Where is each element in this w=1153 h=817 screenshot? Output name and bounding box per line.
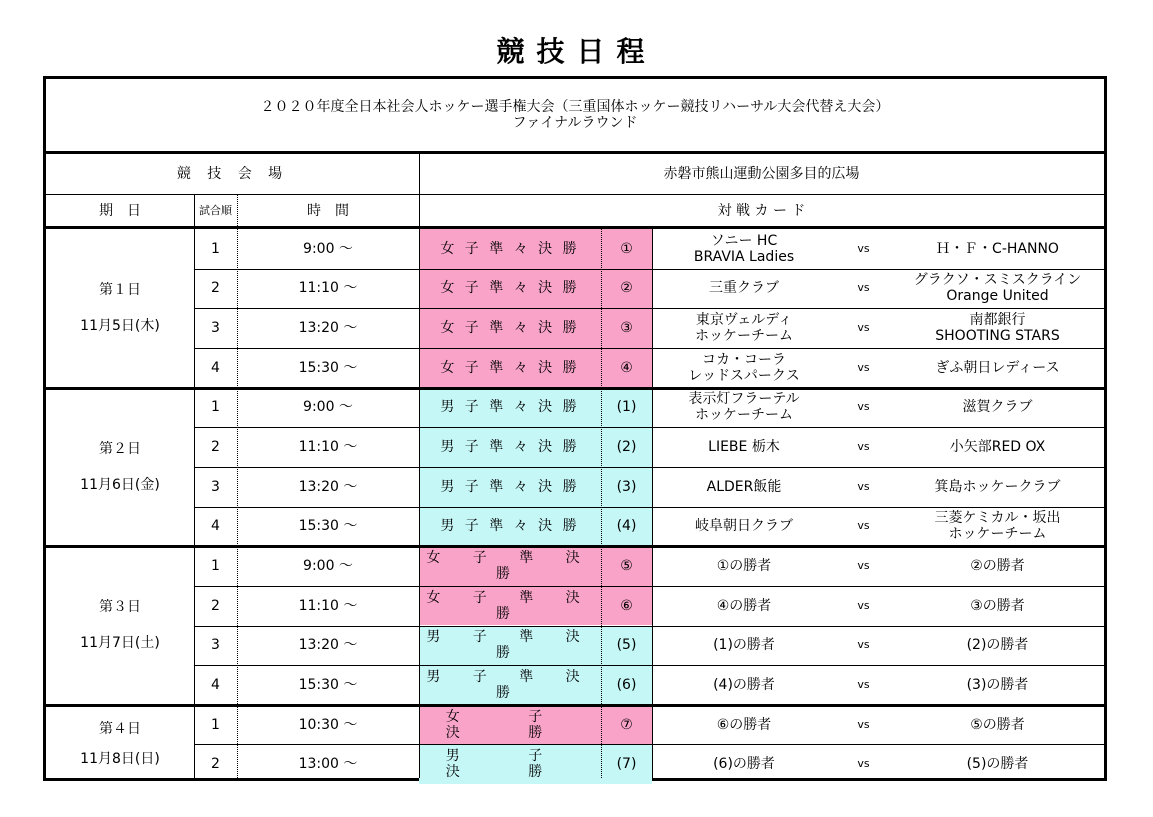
vs-label: vs (857, 400, 870, 414)
match-number: (5) (616, 637, 637, 654)
team-name: レッドスパークス (688, 367, 800, 384)
team-1 (652, 269, 836, 309)
team-2 (891, 308, 1104, 348)
match-number: (4) (616, 518, 637, 535)
team-1 (652, 744, 836, 784)
match-order: 2 (211, 280, 220, 297)
match-time: 9:00 〜 (303, 399, 353, 416)
header-day: 期 日 (99, 202, 141, 219)
team-1 (652, 229, 836, 269)
team-name: ホッケーチーム (695, 328, 793, 345)
match-number: (6) (616, 676, 637, 693)
match-round: 男 子 準 々 決 勝 (440, 439, 580, 456)
row-divider (194, 467, 1104, 468)
team-name: 岐阜朝日クラブ (695, 518, 793, 535)
team-name: ソニー HC (710, 232, 778, 249)
column-divider (194, 195, 195, 778)
day-name: 第２日 (99, 440, 141, 457)
team-2 (891, 546, 1104, 586)
match-number: ② (620, 280, 633, 297)
team-2 (891, 665, 1104, 705)
match-number: (7) (616, 756, 637, 773)
match-time: 15:30 〜 (298, 676, 358, 693)
tournament-title (46, 79, 1104, 151)
match-time: 13:00 〜 (298, 756, 358, 773)
venue-name: 赤磐市熊山運動公園多目的広場 (663, 166, 860, 182)
match-number: (1) (616, 399, 637, 416)
team-1 (652, 705, 836, 745)
dotted-divider (601, 229, 602, 778)
match-order: 3 (211, 320, 220, 337)
team-name: (1)の勝者 (713, 637, 775, 654)
day-date: 11月7日(土) (80, 635, 160, 652)
match-round: 女 子 準 々 決 勝 (440, 320, 580, 337)
team-name: ホッケーチーム (948, 526, 1047, 543)
team-name: (4)の勝者 (713, 676, 775, 693)
vs-label: vs (857, 677, 870, 691)
header-time: 時 間 (307, 202, 349, 219)
match-number: ⑥ (620, 597, 633, 614)
row-divider (194, 586, 1104, 587)
day-name: 第４日 (99, 721, 141, 738)
team-1 (652, 586, 836, 626)
team-name: ぎふ朝日レディース (935, 359, 1060, 376)
match-order: 1 (211, 240, 220, 257)
vs-label: vs (857, 519, 870, 533)
team-name: ④の勝者 (716, 597, 772, 614)
match-round: 男 子 準 々 決 勝 (440, 478, 580, 495)
team-2 (891, 229, 1104, 269)
team-name: ⑥の勝者 (716, 716, 772, 733)
vs-label: vs (857, 757, 870, 771)
team-2 (891, 705, 1104, 745)
vs-label: vs (857, 360, 870, 374)
team-name: コカ・コーラ (702, 351, 786, 368)
team-1 (652, 546, 836, 586)
team-name: Ｈ・Ｆ・C-HANNO (936, 240, 1059, 257)
day-divider (46, 704, 1104, 707)
header-order: 試合順 (199, 203, 232, 217)
match-number: (2) (616, 439, 637, 456)
venue-label: 競 技 会 場 (176, 166, 289, 182)
match-time: 11:10 〜 (298, 597, 358, 614)
team-2 (891, 388, 1104, 428)
day-date: 11月6日(金) (80, 476, 160, 493)
vs-label: vs (857, 479, 870, 493)
team-name: ⑤の勝者 (970, 716, 1025, 733)
day-cell (46, 546, 194, 705)
team-name: (3)の勝者 (966, 676, 1029, 693)
match-round: 女 子 準 々 決 勝 (440, 240, 580, 257)
team-2 (891, 507, 1104, 547)
vs-label: vs (857, 321, 870, 335)
match-order: 2 (211, 597, 220, 614)
match-number: ③ (620, 320, 633, 337)
match-number: (3) (616, 478, 637, 495)
team-name: ALDER飯能 (706, 478, 782, 495)
team-name: ③の勝者 (970, 597, 1025, 614)
team-name: 東京ヴェルディ (695, 312, 793, 329)
day-cell (46, 705, 194, 784)
team-2 (891, 467, 1104, 507)
match-order: 1 (211, 558, 220, 574)
match-time: 11:10 〜 (298, 280, 358, 297)
match-order: 3 (211, 637, 220, 654)
match-round: 女 子 決 勝 (445, 708, 575, 741)
match-round: 男 子 決 勝 (445, 748, 575, 781)
match-order: 1 (211, 399, 220, 416)
vs-label: vs (857, 281, 870, 295)
team-2 (891, 348, 1104, 388)
match-order: 3 (211, 478, 220, 495)
match-time: 13:20 〜 (298, 320, 358, 337)
schedule-table (43, 76, 1107, 781)
match-order: 2 (211, 439, 220, 456)
team-name: 南都銀行 (969, 312, 1026, 329)
team-2 (891, 427, 1104, 467)
day-name: 第１日 (99, 282, 141, 299)
match-round: 男 子 準 決 勝 (426, 668, 594, 701)
match-number: ⑤ (620, 558, 633, 574)
row-divider (194, 626, 1104, 627)
row-divider (194, 427, 1104, 428)
vs-label: vs (857, 440, 870, 454)
team-name: グラクソ・スミスクライン (913, 272, 1082, 289)
match-order: 1 (211, 716, 220, 733)
team-name: 小矢部RED OX (949, 439, 1046, 456)
day-cell (46, 388, 194, 547)
team-name: 表示灯フラーテル (688, 391, 800, 408)
column-divider (652, 229, 653, 778)
day-cell (46, 229, 194, 388)
row-divider (194, 744, 1104, 745)
day-divider (46, 545, 1104, 548)
team-name: SHOOTING STARS (935, 328, 1060, 345)
team-1 (652, 507, 836, 547)
match-time: 15:30 〜 (298, 518, 358, 535)
match-time: 13:20 〜 (298, 637, 358, 654)
match-number: ⑦ (620, 716, 633, 733)
team-1 (652, 427, 836, 467)
match-time: 9:00 〜 (303, 240, 353, 257)
team-name: BRAVIA Ladies (693, 248, 795, 265)
match-time: 11:10 〜 (298, 439, 358, 456)
match-order: 4 (211, 676, 220, 693)
row-divider (194, 348, 1104, 349)
dotted-divider (237, 195, 238, 778)
match-round: 女 子 準 々 決 勝 (440, 359, 580, 376)
match-order: 4 (211, 518, 220, 535)
match-time: 10:30 〜 (298, 716, 358, 733)
team-2 (891, 269, 1104, 309)
team-1 (652, 665, 836, 705)
team-name: ①の勝者 (716, 558, 772, 574)
team-1 (652, 348, 836, 388)
match-time: 15:30 〜 (298, 359, 358, 376)
vs-label: vs (857, 598, 870, 612)
team-name: (2)の勝者 (966, 637, 1029, 654)
team-name: 滋賀クラブ (962, 399, 1033, 416)
team-2 (891, 586, 1104, 626)
tournament-name: ２０２０年度全日本社会人ホッケー選手権大会（三重国体ホッケー競技リハーサル大会代替え大会） (260, 99, 890, 115)
header-card: 対 戦 カ ー ド (717, 202, 806, 219)
vs-label: vs (857, 559, 870, 572)
team-1 (652, 308, 836, 348)
team-2 (891, 626, 1104, 666)
match-order: 2 (211, 756, 220, 773)
day-divider (46, 387, 1104, 390)
match-time: 9:00 〜 (303, 558, 353, 574)
vs-label: vs (857, 638, 870, 652)
team-name: Orange United (946, 288, 1049, 305)
team-name: 三菱ケミカル・坂出 (934, 510, 1061, 527)
match-round: 男 子 準 々 決 勝 (440, 399, 580, 416)
team-2 (891, 744, 1104, 784)
match-round: 女 子 準 々 決 勝 (440, 280, 580, 297)
vs-label: vs (857, 717, 870, 731)
match-round: 男 子 準 決 勝 (426, 629, 594, 662)
match-round: 女 子 準 決 勝 (426, 589, 594, 622)
day-name: 第３日 (99, 599, 141, 616)
vs-label: vs (857, 241, 870, 255)
row-divider (194, 269, 1104, 270)
team-name: LIEBE 栃木 (708, 439, 780, 456)
match-order: 4 (211, 359, 220, 376)
day-date: 11月8日(日) (80, 751, 160, 768)
match-number: ④ (620, 359, 633, 376)
match-round: 男 子 準 々 決 勝 (440, 518, 580, 535)
match-time: 13:20 〜 (298, 478, 358, 495)
row-divider (194, 507, 1104, 508)
column-divider (419, 154, 420, 778)
team-name: ホッケーチーム (695, 407, 793, 424)
row-divider (194, 665, 1104, 666)
team-1 (652, 467, 836, 507)
tournament-round: ファイナルラウンド (512, 115, 638, 131)
team-1 (652, 388, 836, 428)
team-name: ②の勝者 (970, 558, 1025, 574)
match-round: 女 子 準 決 勝 (426, 550, 594, 582)
team-name: (6)の勝者 (713, 756, 775, 773)
row-divider (194, 308, 1104, 309)
team-name: (5)の勝者 (966, 756, 1029, 773)
team-name: 箕島ホッケークラブ (934, 478, 1061, 495)
team-name: 三重クラブ (709, 280, 779, 297)
page-title: 競技日程 (496, 35, 657, 68)
team-1 (652, 626, 836, 666)
day-date: 11月5日(木) (80, 318, 160, 335)
match-number: ① (620, 240, 633, 257)
